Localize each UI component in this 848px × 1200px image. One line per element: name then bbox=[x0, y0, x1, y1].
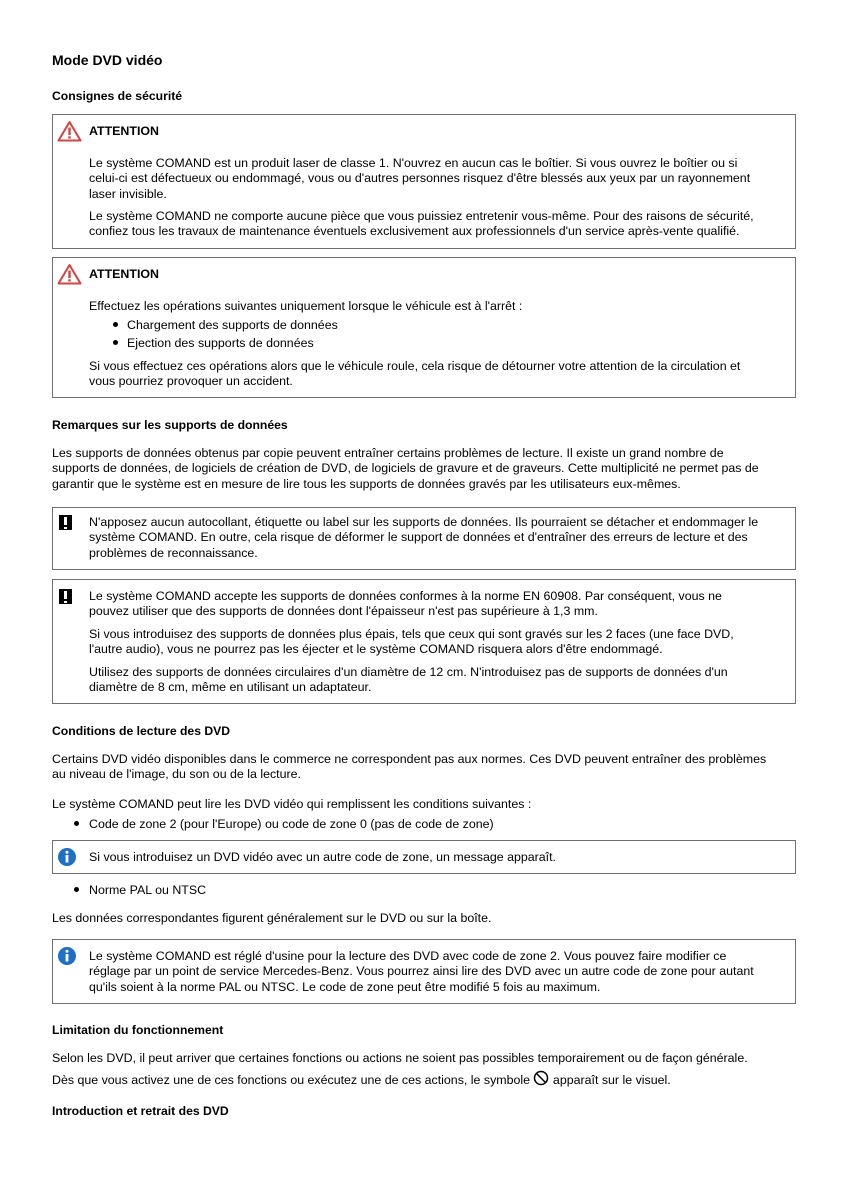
notice2-paragraph-3 bbox=[89, 665, 779, 696]
warning-triangle-icon bbox=[57, 120, 82, 142]
text-line: problèmes de reconnaissance. bbox=[89, 545, 258, 560]
bullet-item: Norme PAL ou NTSC bbox=[89, 883, 207, 897]
text-line: l'autre audio), vous ne pourrez pas les éjecter et le système COMAND risquera alors d'être endommagé. bbox=[89, 642, 663, 657]
media-paragraph bbox=[52, 446, 797, 492]
section-heading-conditions: Conditions de lecture des DVD bbox=[52, 724, 231, 738]
attention2-intro: Effectuez les opérations suivantes uniquement lorsque le véhicule est à l'arrêt : bbox=[89, 299, 523, 313]
notice1-paragraph bbox=[89, 515, 779, 561]
text-line: Le système COMAND ne comporte aucune pièce que vous puissiez entretenir vous-même. Pour des raisons de sécurité, bbox=[89, 209, 754, 223]
attention1-paragraph-2 bbox=[89, 209, 779, 240]
prohibited-icon bbox=[533, 1070, 549, 1086]
text-line: vous pourriez provoquer un accident. bbox=[89, 374, 293, 389]
text-line: diamètre de 8 cm, même en utilisant un adaptateur. bbox=[89, 680, 372, 695]
text-line: qu'ils soient à la norme PAL ou NTSC. Le code de zone peut être modifié 5 fois au maximum. bbox=[89, 979, 601, 994]
attention2-paragraph bbox=[89, 359, 779, 390]
text-line: Si vous effectuez ces opérations alors que le véhicule roule, cela risque de détourner votre attention de la circulation et bbox=[89, 359, 741, 373]
bullet-item: Ejection des supports de données bbox=[127, 336, 314, 350]
notice2-paragraph-1 bbox=[89, 589, 779, 620]
bullet-dot bbox=[113, 322, 118, 327]
bullet-dot bbox=[113, 340, 118, 345]
conditions-paragraph-2: Le système COMAND peut lire les DVD vidéo qui remplissent les conditions suivantes : bbox=[52, 797, 532, 811]
limitation-line-2 bbox=[52, 1070, 797, 1088]
limitation-line-1: Selon les DVD, il peut arriver que certaines fonctions ou actions ne soient pas possibles temporairement ou de façon générale. bbox=[52, 1051, 748, 1065]
text-line: réglage par un point de service Mercedes-Benz. Vous pourrez ainsi lire des DVD avec un autre code de zone pour autant bbox=[89, 964, 754, 979]
attention1-paragraph-1 bbox=[89, 156, 779, 202]
exclamation-icon bbox=[59, 515, 72, 530]
info-icon bbox=[57, 847, 77, 867]
attention-label-2: ATTENTION bbox=[89, 267, 159, 281]
section-heading-safety: Consignes de sécurité bbox=[52, 89, 183, 103]
text-line: N'apposez aucun autocollant, étiquette ou label sur les supports de données. Ils pourraient se détacher et endommager le bbox=[89, 515, 759, 529]
text-line: Le système COMAND accepte les supports de données conformes à la norme EN 60908. Par conséquent, vous ne bbox=[89, 589, 722, 603]
section-heading-media: Remarques sur les supports de données bbox=[52, 418, 288, 432]
text-line: pouvez utiliser que des supports de données dont l'épaisseur n'est pas supérieure à 1,3 mm. bbox=[89, 604, 598, 619]
text-line: confiez tous les travaux de maintenance éventuels exclusivement aux professionnels d'un service après-vente qualifié. bbox=[89, 224, 740, 239]
conditions-paragraph-3: Les données correspondantes figurent généralement sur le DVD ou sur la boîte. bbox=[52, 911, 492, 925]
text-line: garantir que le système est en mesure de lire tous les supports de données gravés par les utilisateurs eux-mêmes. bbox=[52, 476, 681, 491]
warning-triangle-icon bbox=[57, 263, 82, 285]
page-title: Mode DVD vidéo bbox=[52, 52, 163, 68]
text-line: système COMAND. En outre, cela risque de déformer le support de données et d'entraîner des erreurs de lecture et des bbox=[89, 530, 748, 545]
text-line: supports de données, de logiciels de création de DVD, de logiciels de gravure et de graveurs. Cette multiplicité ne permet pas de bbox=[52, 461, 759, 476]
info1-text: Si vous introduisez un DVD vidéo avec un autre code de zone, un message apparaît. bbox=[89, 850, 556, 864]
bullet-item: Code de zone 2 (pour l'Europe) ou code de zone 0 (pas de code de zone) bbox=[89, 817, 494, 831]
section-heading-limitation: Limitation du fonctionnement bbox=[52, 1023, 224, 1037]
section-heading-insert-eject: Introduction et retrait des DVD bbox=[52, 1104, 229, 1118]
attention-label-1: ATTENTION bbox=[89, 124, 159, 138]
text-span: Dès que vous activez une de ces fonctions ou exécutez une de ces actions, le symbole bbox=[52, 1073, 531, 1087]
text-line: Le système COMAND est un produit laser de classe 1. N'ouvrez en aucun cas le boîtier. Si vous ouvrez le boîtier ou si bbox=[89, 156, 738, 170]
notice2-paragraph-2 bbox=[89, 627, 779, 658]
text-line: Les supports de données obtenus par copie peuvent entraîner certains problèmes de lecture. Il existe un grand nombre de bbox=[52, 446, 724, 460]
text-line: Certains DVD vidéo disponibles dans le commerce ne correspondent pas aux normes. Ces DVD peuvent entraîner des problèmes bbox=[52, 752, 767, 766]
text-span: apparaît sur le visuel. bbox=[552, 1073, 671, 1087]
text-line: Le système COMAND est réglé d'usine pour la lecture des DVD avec code de zone 2. Vous pouvez faire modifier ce bbox=[89, 949, 727, 963]
text-line: Si vous introduisez des supports de données plus épais, tels que ceux qui sont gravés sur les 2 faces (une face DVD, bbox=[89, 627, 734, 641]
info2-paragraph bbox=[89, 949, 779, 995]
info-icon bbox=[57, 946, 77, 966]
bullet-dot bbox=[74, 821, 79, 826]
exclamation-icon bbox=[59, 589, 72, 604]
bullet-dot bbox=[74, 887, 79, 892]
conditions-paragraph-1 bbox=[52, 752, 797, 783]
text-line: au niveau de l'image, du son ou de la lecture. bbox=[52, 767, 301, 782]
bullet-item: Chargement des supports de données bbox=[127, 318, 338, 332]
text-line: laser invisible. bbox=[89, 186, 167, 201]
text-line: Utilisez des supports de données circulaires d'un diamètre de 12 cm. N'introduisez pas de supports de données d'un bbox=[89, 665, 728, 679]
text-line: celui-ci est défectueux ou endommagé, vous ou d'autres personnes risquez d'être blessés aux yeux par un rayonnement bbox=[89, 171, 751, 186]
